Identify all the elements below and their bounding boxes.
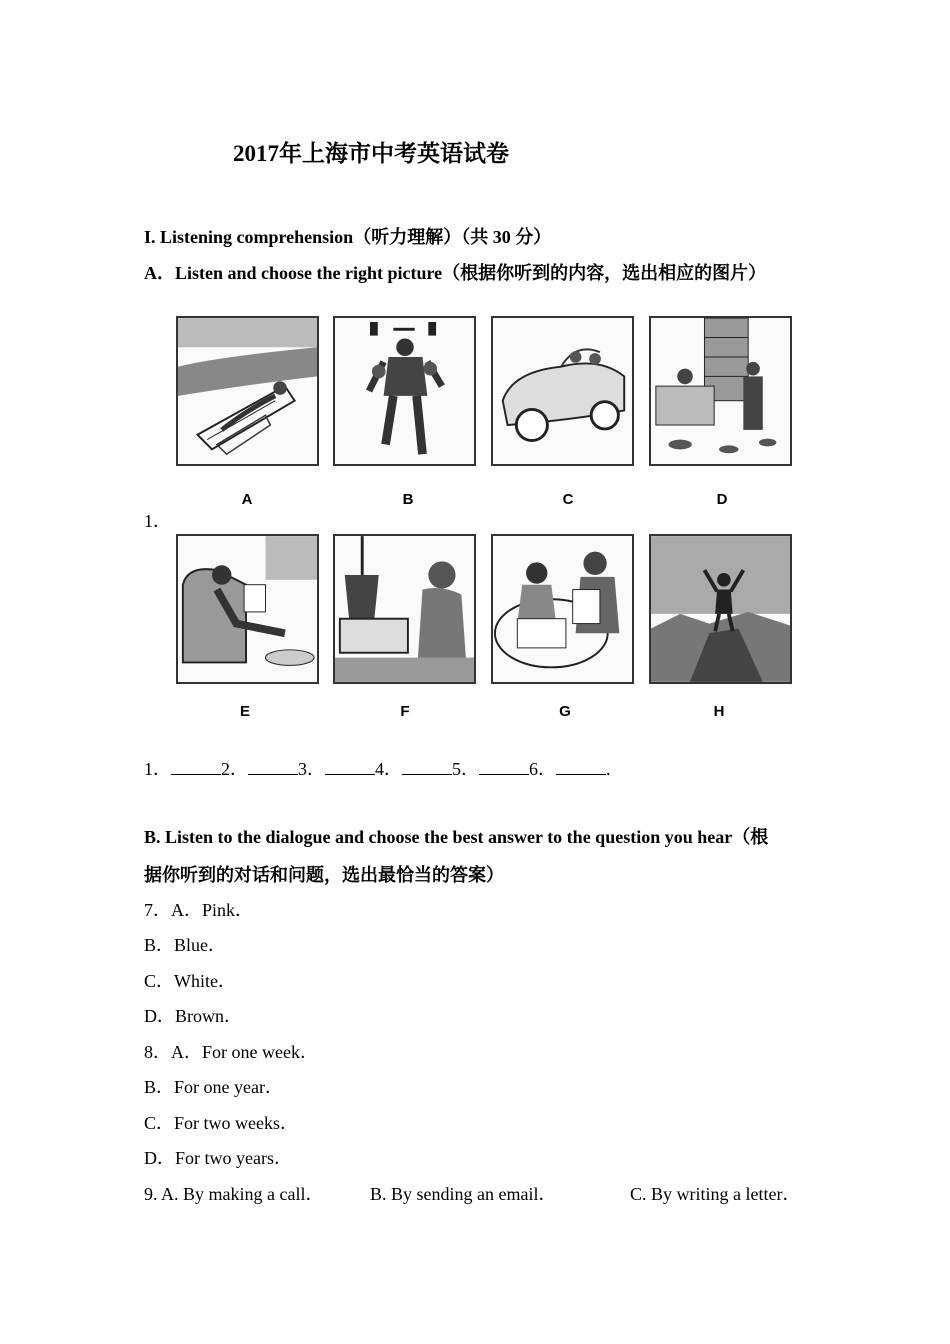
reading-together-picture <box>491 534 634 684</box>
option-line: 7．A．Pink． <box>144 900 254 920</box>
section-heading-listening: I. Listening comprehension（听力理解）（共 30 分） <box>144 227 552 247</box>
page-title: 2017年上海市中考英语试卷 <box>233 141 509 166</box>
q9-option-a: 9. A. By making a call． <box>144 1184 324 1204</box>
answer-blank-6[interactable] <box>556 758 606 775</box>
answer-blank-4[interactable] <box>402 758 452 775</box>
answer-item-5: 5． <box>452 759 479 779</box>
answer-item-3: 3． <box>298 759 325 779</box>
picture-label-c: C <box>562 491 574 508</box>
picture-label-h: H <box>713 703 725 720</box>
option-line: D．For two years． <box>144 1148 292 1168</box>
convertible-car-picture <box>491 316 634 466</box>
picture-label-g: G <box>559 703 571 720</box>
part-a-heading: A．Listen and choose the right picture（根据你听到的内容，选出相应的图片） <box>144 263 767 283</box>
picture-label-e: E <box>239 703 250 720</box>
option-line: 8．A．For one week． <box>144 1042 318 1062</box>
answer-blank-1[interactable] <box>171 758 221 775</box>
woman-in-armchair-picture <box>176 534 319 684</box>
answer-blank-5[interactable] <box>479 758 529 775</box>
answer-item-6: 6． <box>529 759 556 779</box>
injured-leg-hospital-picture <box>333 534 476 684</box>
q9-option-b: B. By sending an email． <box>370 1184 557 1204</box>
option-line: B．Blue． <box>144 935 227 955</box>
mountain-top-picture <box>649 534 792 684</box>
part-b-heading-line2: 据你听到的对话和问题，选出最恰当的答案） <box>144 865 504 885</box>
option-line: C．White． <box>144 971 236 991</box>
picture-label-f: F <box>400 703 410 720</box>
running-man-picture <box>333 316 476 466</box>
answer-blank-2[interactable] <box>248 758 298 775</box>
answer-blank-3[interactable] <box>325 758 375 775</box>
picture-label-a: A <box>241 491 253 508</box>
answer-blanks-line <box>144 755 611 781</box>
q9-option-c: C. By writing a letter． <box>630 1184 801 1204</box>
answer-item-1: 1． <box>144 759 171 779</box>
beach-sunbathing-picture <box>176 316 319 466</box>
picture-label-d: D <box>716 491 728 508</box>
picture-label-b: B <box>402 491 414 508</box>
option-line: C．For two weeks． <box>144 1113 298 1133</box>
question-number-1: 1． <box>144 511 171 531</box>
part-b-heading-line1: B. Listen to the dialogue and choose the best answer to the question you hear（根 <box>144 827 769 847</box>
messy-bedroom-picture <box>649 316 792 466</box>
answer-item-4: 4． <box>375 759 402 779</box>
option-line: D．Brown． <box>144 1006 242 1026</box>
answer-end: . <box>606 759 611 779</box>
answer-item-2: 2． <box>221 759 248 779</box>
option-line: B．For one year． <box>144 1077 283 1097</box>
